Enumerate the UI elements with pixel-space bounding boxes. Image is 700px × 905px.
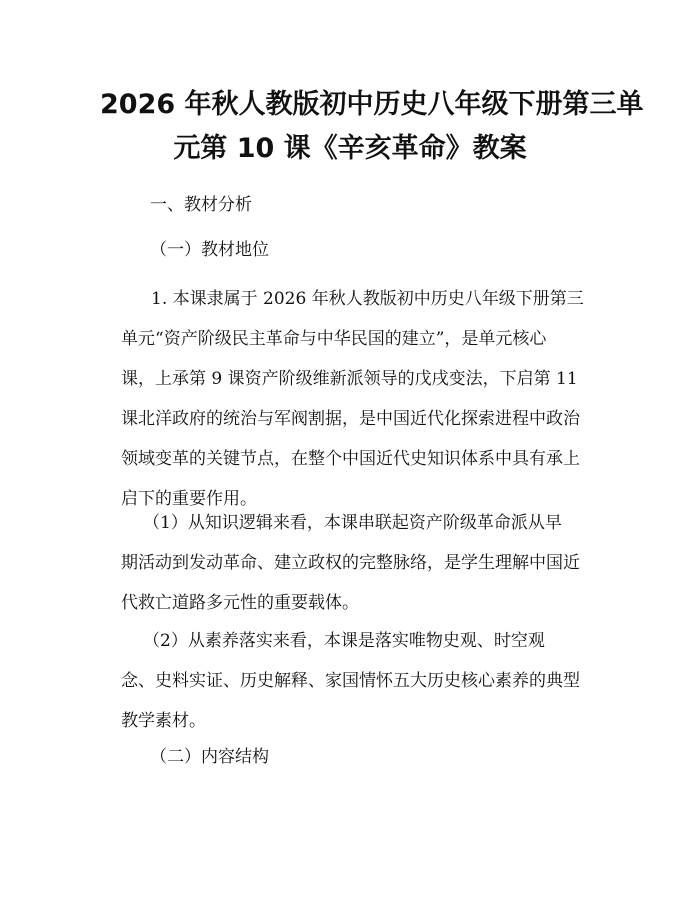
document-title-line-1: 2026 年秋人教版初中历史八年级下册第三单 bbox=[100, 89, 644, 120]
paragraph-line: 期活动到发动革命、建立政权的完整脉络，是学生理解中国近 bbox=[121, 553, 580, 573]
paragraph-line: 领域变革的关键节点，在整个中国近代史知识体系中具有承上 bbox=[121, 449, 580, 469]
paragraph-line: 念、史料实证、历史解释、家国情怀五大历史核心素养的典型 bbox=[121, 671, 580, 691]
paragraph-line: 课北洋政府的统治与军阀割据，是中国近代化探索进程中政治 bbox=[121, 409, 580, 429]
document-title-line-2: 元第 10 课《辛亥革命》教案 bbox=[173, 133, 527, 164]
paragraph-line: 代救亡道路多元性的重要载体。 bbox=[121, 593, 359, 613]
subsection-heading-content-structure: （二）内容结构 bbox=[150, 747, 269, 767]
paragraph-line: （2）从素养落实来看，本课是落实唯物史观、时空观 bbox=[143, 631, 545, 651]
paragraph-line: 教学素材。 bbox=[121, 711, 206, 731]
paragraph-line: （1）从知识逻辑来看，本课串联起资产阶级革命派从早 bbox=[143, 513, 562, 533]
subsection-heading-textbook-status: （一）教材地位 bbox=[150, 240, 269, 260]
paragraph-line: 单元“资产阶级民主革命与中华民国的建立”，是单元核心 bbox=[121, 329, 547, 349]
paragraph-line: 启下的重要作用。 bbox=[121, 489, 257, 509]
section-heading-textbook-analysis: 一、教材分析 bbox=[150, 195, 252, 215]
paragraph-line: 1. 本课隶属于 2026 年秋人教版初中历史八年级下册第三 bbox=[151, 289, 584, 309]
paragraph-line: 课，上承第 9 课资产阶级维新派领导的戊戌变法，下启第 11 bbox=[121, 369, 578, 389]
